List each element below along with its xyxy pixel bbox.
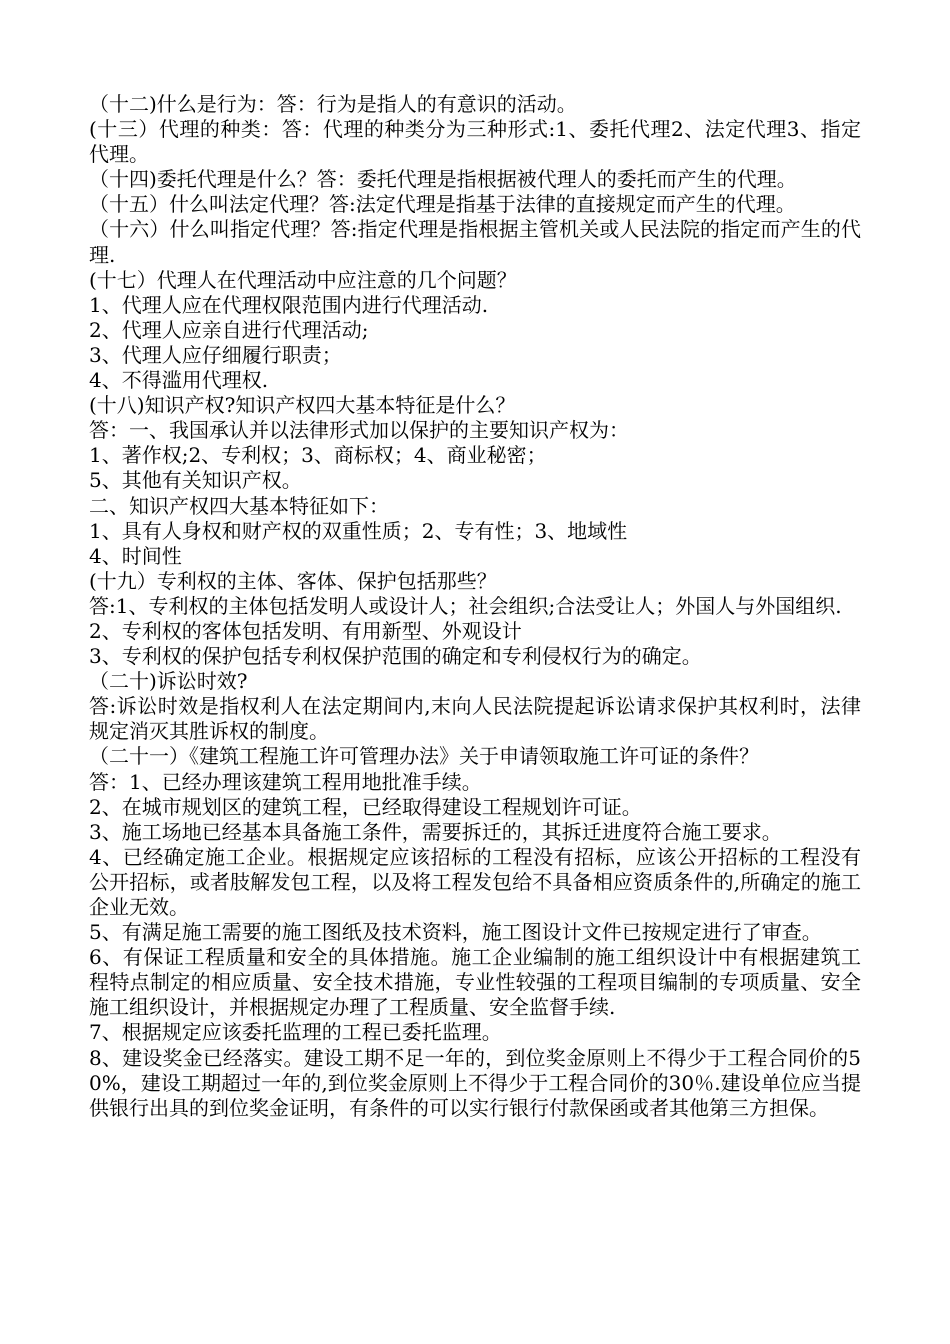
paragraph-q17-item-3: 3、代理人应仔细履行职责；: [89, 342, 342, 367]
paragraph-q21-item-6: 6、有保证工程质量和安全的具体措施。施工企业编制的施工组织设计中有根据建筑工程特点制定的相应质量、安全技术措施，专业性较强的工程项目编制的专项质量、安全施工组织设计，并根据规定办理了工程质量、安全监督手续.: [89, 945, 861, 1020]
paragraph-q21-item-7: 7、根据规定应该委托监理的工程已委托监理。: [89, 1020, 502, 1045]
paragraph-q16: （十六）什么叫指定代理？答:指定代理是指根据主管机关或人民法院的指定而产生的代理.: [89, 217, 861, 267]
paragraph-q18-features-2: 4、时间性: [89, 543, 182, 568]
paragraph-q17-item-1: 1、代理人应在代理权限范围内进行代理活动.: [89, 292, 489, 317]
paragraph-q13: (十三）代理的种类：答：代理的种类分为三种形式:1、委托代理2、法定代理3、指定代理。: [89, 117, 861, 167]
paragraph-q18-answer-intro: 答：一、我国承认并以法律形式加以保护的主要知识产权为：: [89, 418, 629, 443]
paragraph-q18-heading: (十八)知识产权?知识产权四大基本特征是什么？: [89, 393, 516, 418]
paragraph-q18-list-2: 5、其他有关知识产权。: [89, 468, 302, 493]
paragraph-q18-list-1: 1、著作权;2、专利权；3、商标权；4、商业秘密；: [89, 443, 547, 468]
paragraph-q17-item-4: 4、不得滥用代理权.: [89, 368, 269, 393]
paragraph-q21-item-2: 2、在城市规划区的建筑工程，已经取得建设工程规划许可证。: [89, 794, 642, 819]
paragraph-q20-answer: 答:诉讼时效是指权利人在法定期间内,末向人民法院提起诉讼请求保护其权利时，法律规定消灭其胜诉权的制度。: [89, 694, 861, 744]
paragraph-q21-item-3: 3、施工场地已经基本具备施工条件，需要拆迁的，其拆迁进度符合施工要求。: [89, 819, 782, 844]
paragraph-q17-item-2: 2、代理人应亲自进行代理活动;: [89, 317, 369, 342]
paragraph-q21-item-5: 5、有满足施工需要的施工图纸及技术资料，施工图设计文件已按规定进行了审查。: [89, 920, 822, 945]
paragraph-q12: （十二)什么是行为：答：行为是指人的有意识的活动。: [89, 92, 577, 116]
paragraph-q19-item-1: 答:1、专利权的主体包括发明人或设计人；社会组织;合法受让人；外国人与外国组织.: [89, 593, 842, 618]
paragraph-q19-item-3: 3、专利权的保护包括专利权保护范围的确定和专利侵权行为的确定。: [89, 644, 702, 669]
paragraph-q14: （十四)委托代理是什么？答：委托代理是指根据被代理人的委托而产生的代理。: [89, 167, 797, 192]
paragraph-q15: （十五）什么叫法定代理？答:法定代理是指基于法律的直接规定而产生的代理。: [89, 192, 796, 217]
document-body: [89, 92, 861, 1121]
paragraph-q18-features-1: 1、具有人身权和财产权的双重性质；2、专有性；3、地域性: [89, 518, 628, 543]
paragraph-q21-item-8: 8、建设奖金已经落实。建设工期不足一年的，到位奖金原则上不得少于工程合同价的50%，建设工期超过一年的,到位奖金原则上不得少于工程合同价的30％.建设单位应当提供银行出具的到位奖金证明，有条件的可以实行银行付款保函或者其他第三方担保。: [89, 1045, 861, 1120]
paragraph-q18-features-intro: 二、知识产权四大基本特征如下：: [89, 493, 389, 518]
paragraph-q21-item-1: 答：1、已经办理该建筑工程用地批准手续。: [89, 769, 482, 794]
paragraph-q17-heading: (十七）代理人在代理活动中应注意的几个问题？: [89, 267, 517, 292]
paragraph-q20-heading: （二十)诉讼时效?: [89, 669, 248, 694]
paragraph-q19-item-2: 2、专利权的客体包括发明、有用新型、外观设计: [89, 618, 522, 643]
paragraph-q19-heading: (十九）专利权的主体、客体、保护包括那些？: [89, 568, 497, 593]
paragraph-q21-item-4: 4、已经确定施工企业。根据规定应该招标的工程没有招标，应该公开招标的工程没有公开招标，或者肢解发包工程，以及将工程发包给不具备相应资质条件的,所确定的施工企业无效。: [89, 844, 861, 919]
paragraph-q21-heading: （二十一）《建筑工程施工许可管理办法》关于申请领取施工许可证的条件？: [89, 744, 759, 769]
